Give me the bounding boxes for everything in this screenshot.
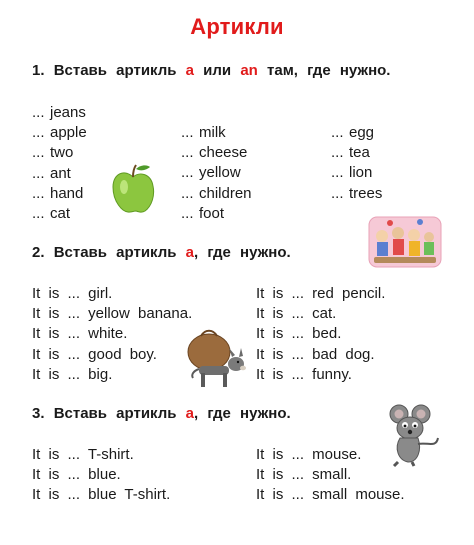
sentence-item: It is ... white. [32, 325, 128, 343]
exercise-2-left-column [32, 284, 192, 385]
blank-dots: ... [331, 124, 344, 141]
blank-dots: ... [331, 184, 344, 202]
sentence-item: It is ... girl. [32, 285, 113, 302]
sentence-item: It is ... blue. [32, 466, 121, 484]
word: two [50, 144, 74, 162]
exercise-2-heading [32, 244, 291, 261]
word: egg [349, 124, 375, 141]
list-item [181, 204, 252, 224]
list-item [181, 163, 252, 183]
instruction-text-end: , где нужно. [194, 244, 291, 261]
word: cheese [199, 144, 248, 162]
word: cat [50, 204, 71, 222]
exercise-number: 3. [32, 405, 45, 422]
instruction-text-end: , где нужно. [194, 405, 291, 422]
list-item [32, 103, 87, 123]
exercise-1-column-2 [181, 123, 252, 224]
list-item [331, 184, 382, 204]
blank-dots: ... [181, 164, 194, 182]
sentence-item: It is ... blue T-shirt. [32, 486, 171, 504]
word: children [199, 184, 252, 202]
sentence-item: It is ... small. [256, 466, 352, 484]
word: hand [50, 184, 84, 202]
blank-dots: ... [181, 144, 194, 162]
sentence-item: It is ... T-shirt. [32, 446, 134, 463]
list-item [181, 143, 252, 163]
exercise-number: 2. [32, 244, 45, 261]
children-party-illustration [368, 214, 442, 270]
list-item [32, 123, 87, 143]
instruction-text: Вставь артикль [53, 62, 177, 79]
sentence-item: It is ... good boy. [32, 345, 157, 363]
blank-dots: ... [32, 124, 45, 142]
article-a: a [185, 244, 194, 261]
sentence-item: It is ... yellow banana. [32, 305, 193, 323]
list-item [32, 164, 87, 184]
blank-dots: ... [32, 144, 45, 162]
blank-dots: ... [181, 124, 194, 141]
mouse-illustration [382, 404, 442, 468]
article-a: a [185, 405, 194, 422]
list-item [181, 123, 252, 143]
sentence-item: It is ... mouse. [256, 446, 362, 463]
list-item [32, 184, 87, 204]
page-title: Артикли [190, 14, 284, 39]
list-item [32, 143, 87, 163]
article-a: a [185, 62, 194, 79]
word: ant [50, 164, 71, 182]
sentence-item: It is ... small mouse. [256, 486, 405, 504]
blank-dots: ... [32, 184, 45, 202]
list-item [331, 143, 382, 163]
word: jeans [50, 104, 86, 121]
word: trees [349, 184, 383, 202]
blank-dots: ... [181, 204, 194, 222]
blank-dots: ... [181, 184, 194, 202]
list-item [331, 163, 382, 183]
word: milk [199, 124, 226, 141]
word: yellow [199, 164, 241, 182]
apple-illustration [110, 163, 156, 215]
blank-dots: ... [32, 164, 45, 182]
instruction-text-end: там, где нужно. [267, 62, 391, 79]
exercise-1-heading [32, 62, 390, 79]
exercise-3-heading [32, 405, 291, 422]
donkey-illustration [183, 326, 249, 390]
word: apple [50, 124, 87, 142]
list-item [32, 204, 87, 224]
instruction-text: Вставь артикль [53, 244, 177, 261]
exercise-3-left-column [32, 445, 170, 506]
exercise-number: 1. [32, 62, 45, 79]
word: foot [199, 204, 225, 222]
word: tea [349, 144, 370, 162]
instruction-text: Вставь артикль [53, 405, 177, 422]
blank-dots: ... [331, 144, 344, 162]
list-item [181, 184, 252, 204]
sentence-item: It is ... red pencil. [256, 285, 386, 302]
word-or: или [203, 62, 232, 79]
exercise-1-column-3 [331, 123, 382, 204]
word: lion [349, 164, 373, 182]
sentence-item: It is ... funny. [256, 365, 352, 383]
blank-dots: ... [331, 164, 344, 182]
exercise-1-column-1 [32, 103, 87, 224]
sentence-item: It is ... cat. [256, 305, 337, 323]
sentence-item: It is ... bad dog. [256, 345, 375, 363]
sentence-item: It is ... big. [32, 365, 113, 383]
blank-dots: ... [32, 204, 45, 222]
blank-dots: ... [32, 104, 45, 121]
list-item [331, 123, 382, 143]
sentence-item: It is ... bed. [256, 325, 342, 343]
article-an: an [240, 62, 258, 79]
exercise-2-right-column [256, 284, 385, 385]
